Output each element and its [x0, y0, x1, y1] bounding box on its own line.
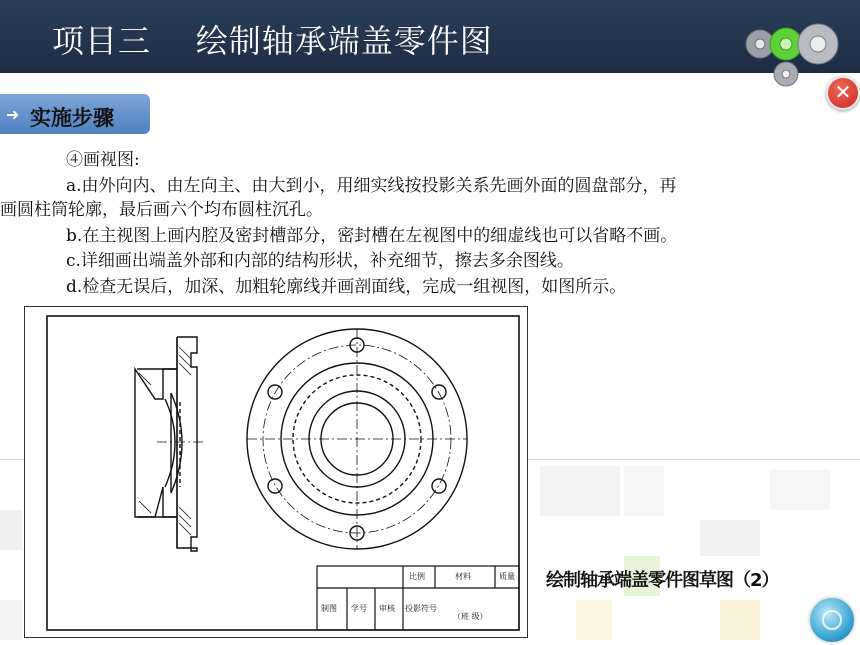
tb-quantity: 质量 — [499, 572, 515, 581]
tb-drafter: 制图 — [321, 604, 337, 613]
item-a-line2: 画圆柱筒轮廓，最后画六个均布圆柱沉孔。 — [0, 200, 323, 220]
background-tile — [770, 470, 830, 510]
engineering-drawing — [24, 306, 528, 638]
gear-bottom — [774, 62, 798, 86]
background-tile — [540, 466, 620, 516]
tb-student-no: 学号 — [351, 604, 367, 613]
background-tile — [700, 520, 760, 556]
drawing-border — [47, 316, 519, 630]
tb-material: 材料 — [455, 572, 471, 581]
page-title: 项目三 绘制轴承端盖零件图 — [52, 22, 493, 60]
gear-center — [770, 28, 802, 60]
background-tile — [0, 600, 22, 640]
gear-right — [798, 24, 838, 64]
item-d: d.检查无误后，加深、加粗轮廓线并画剖面线，完成一组视图，如图所示。 — [66, 277, 627, 297]
figure-caption: 绘制轴承端盖零件图草图（2） — [546, 570, 779, 591]
nav-button[interactable] — [810, 598, 854, 642]
close-icon: ✕ — [834, 80, 852, 104]
drawing-canvas — [25, 307, 527, 637]
background-tile — [720, 600, 760, 640]
section-label: 实施步骤 — [30, 106, 114, 130]
circle-nav-icon — [822, 610, 842, 630]
background-tile — [624, 466, 664, 516]
section-tab — [0, 94, 150, 134]
arrow-right-icon: ➜ — [6, 105, 20, 124]
background-tile — [0, 510, 22, 550]
content-heading: ④画视图: — [66, 150, 140, 170]
side-view — [247, 329, 467, 549]
tb-projection: 投影符号 — [405, 604, 437, 613]
front-view — [135, 337, 205, 551]
item-a-line1: a.由外向内、由左向主、由大到小，用细实线按投影关系先画外面的圆盘部分，再 — [66, 176, 677, 196]
tb-ratio: 比例 — [409, 572, 425, 581]
background-tile — [576, 600, 612, 640]
item-c: c.详细画出端盖外部和内部的结构形状，补充细节，擦去多余图线。 — [66, 251, 574, 271]
header-bar — [0, 0, 860, 73]
item-b: b.在主视图上画内腔及密封槽部分，密封槽在左视图中的细虚线也可以省略不画。 — [66, 226, 678, 246]
close-button[interactable] — [826, 76, 860, 110]
tb-reviewer: 审核 — [379, 604, 395, 613]
tb-class: （班 级） — [453, 612, 488, 621]
